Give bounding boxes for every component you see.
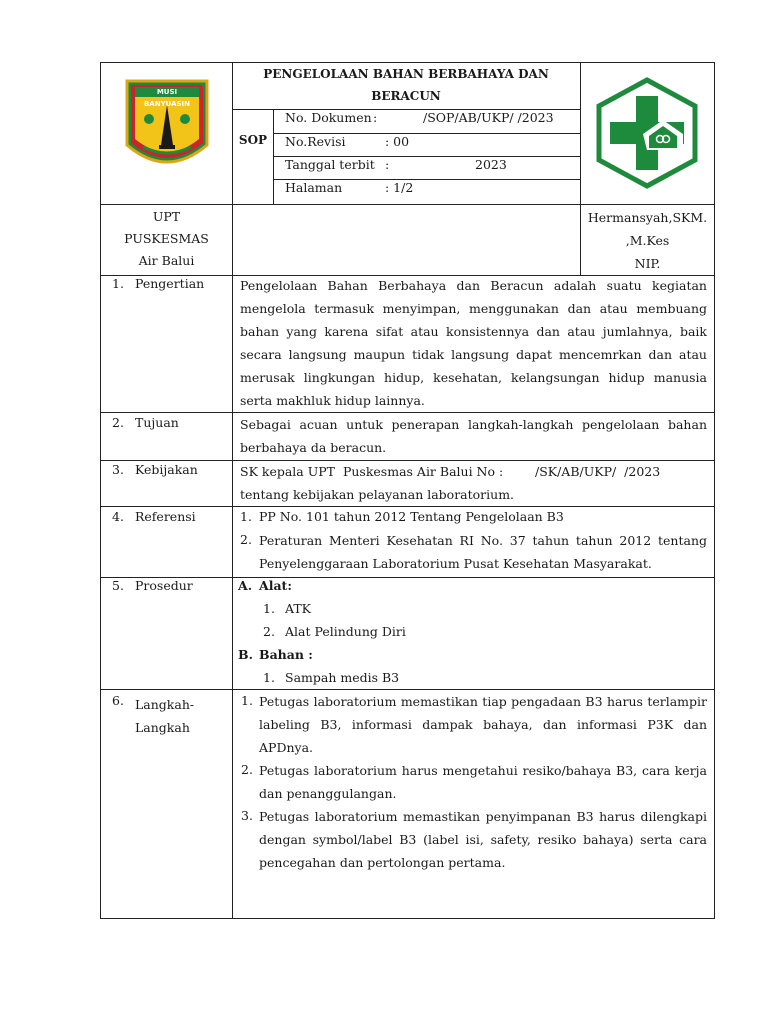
section-label-line: Langkah- [135, 697, 195, 712]
issue-date-sep: : [385, 157, 390, 172]
section-text-tujuan: Sebagai acuan untuk penerapan langkah-langkah pengelolaan bahan berbahaya da beracun. [240, 417, 707, 455]
section-label-langkah [135, 693, 194, 739]
org-line-upt: UPT [152, 209, 181, 224]
list-number: 1. [241, 693, 253, 708]
section-text-kebijakan-line2: tentang kebijakan pelayanan laboratorium. [240, 487, 515, 502]
page-value: : 1/2 [385, 180, 414, 195]
section-label-kebijakan: Kebijakan [135, 462, 198, 477]
page-label: Halaman [285, 180, 343, 195]
step-item: Petugas laboratorium harus mengetahui resiko/bahaya B3, cara kerja dan penanggulangan. [259, 763, 707, 801]
logo-text: MUSI BANYUASIN [143, 88, 191, 108]
section-number: 1. [112, 276, 124, 291]
divider [232, 204, 233, 918]
section-number: 4. [112, 509, 124, 524]
section-label-referensi: Referensi [135, 509, 196, 524]
org-line-location: Air Balui [138, 253, 195, 268]
subsection-title-alat: Alat: [259, 578, 292, 593]
subsection-letter: B. [238, 647, 253, 662]
signatory [581, 206, 714, 275]
reference-item: PP No. 101 tahun 2012 Tentang Pengelolaan B3 [259, 509, 564, 524]
section-number: 5. [112, 578, 124, 593]
list-number: 3. [241, 808, 253, 823]
signatory-nip: NIP. [634, 256, 661, 271]
section-number: 3. [112, 462, 124, 477]
reference-item: Peraturan Menteri Kesehatan RI No. 37 tahun tahun 2012 tentang Penyelenggaraan Laboratorium Pusat Kesehatan Masyarakat. [259, 533, 707, 571]
tool-item: Alat Pelindung Diri [285, 624, 406, 639]
org-line-puskesmas: PUSKESMAS [124, 231, 209, 246]
organization-name [101, 206, 232, 272]
section-number: 2. [112, 415, 124, 430]
section-label-line: Langkah [135, 720, 190, 735]
subsection-title-bahan: Bahan : [259, 647, 313, 662]
list-number: 1. [240, 509, 252, 524]
doc-number-value: /SOP/AB/UKP/ /2023 [423, 110, 554, 125]
step-item: Petugas laboratorium memastikan tiap pengadaan B3 harus terlampir labeling B3, informasi dampak bahaya, dan informasi P3K dan APDnya. [259, 694, 707, 755]
signatory-name: Hermansyah,SKM. [587, 210, 708, 225]
list-number: 1. [263, 670, 275, 685]
doc-number-label: No. Dokumen [285, 110, 372, 125]
section-number: 6. [112, 693, 124, 708]
list-number: 2. [240, 532, 252, 547]
tool-item: ATK [285, 601, 312, 616]
regency-emblem-logo [121, 75, 213, 179]
step-item: Petugas laboratorium memastikan penyimpanan B3 harus dilengkapi dengan symbol/label B3 (label isi, safety, resiko bahaya) serta cara pencegahan dan pertolongan pertama. [259, 809, 707, 870]
document-title: PENGELOLAAN BAHAN BERBAHAYA DAN BERACUN [263, 67, 549, 103]
issue-date-value: 2023 [475, 157, 507, 172]
section-text-pengertian: Pengelolaan Bahan Berbahaya dan Beracun adalah suatu kegiatan mengelola termasuk menyimpan, menggunakan dan atau membuang bahan yang karena sifat atau konsistennya dan atau jumlahnya, baik secara langsung maupun tidak langsung dapat mencemrkan dan atau merusak lingkungan hidup, kesehatan, kelangsungan hidup manusia serta makhluk hidup lainnya. [240, 278, 707, 408]
signatory-degree: ,M.Kes [625, 233, 670, 248]
list-number: 2. [263, 624, 275, 639]
divider [101, 204, 714, 205]
section-label-pengertian: Pengertian [135, 276, 205, 291]
sop-label: SOP [238, 133, 268, 147]
doc-number-sep: : [373, 110, 378, 125]
section-text-kebijakan-line1: SK kepala UPT Puskesmas Air Balui No : /SK/AB/UKP/ /2023 [240, 464, 661, 479]
list-number: 2. [241, 762, 253, 777]
divider [101, 506, 714, 507]
sop-document [100, 62, 715, 919]
section-label-prosedur: Prosedur [135, 578, 193, 593]
revision-label: No.Revisi [285, 134, 346, 149]
section-label-tujuan: Tujuan [135, 415, 179, 430]
puskesmas-logo [591, 76, 703, 190]
list-number: 1. [263, 601, 275, 616]
revision-value: : 00 [385, 134, 410, 149]
subsection-letter: A. [238, 578, 253, 593]
material-item: Sampah medis B3 [285, 670, 400, 685]
issue-date-label: Tanggal terbit [285, 157, 375, 172]
